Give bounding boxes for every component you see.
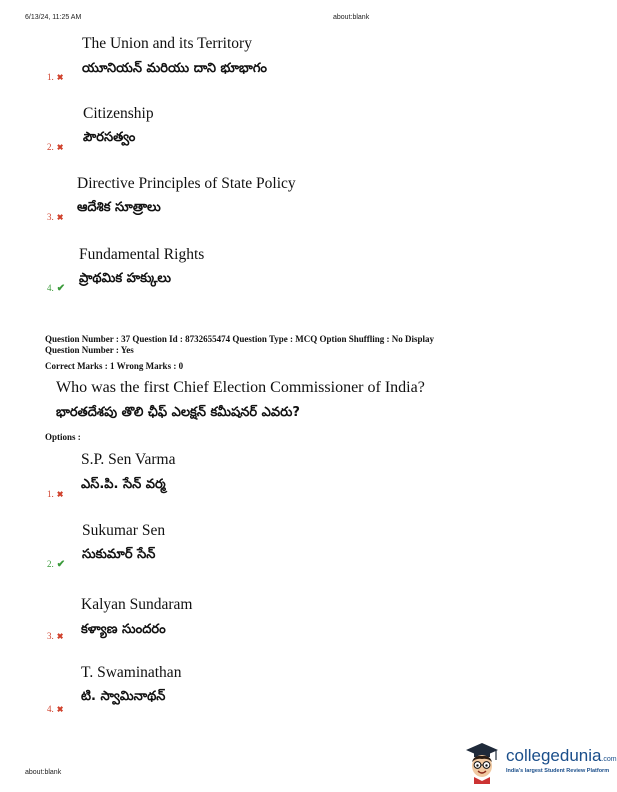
- check-icon: ✔: [56, 283, 66, 294]
- print-url: about:blank: [333, 14, 370, 21]
- brand-suffix: .com: [601, 756, 617, 763]
- option-number-text: 2.: [47, 559, 54, 569]
- footer-url: about:blank: [25, 769, 62, 776]
- cross-icon: ✖: [56, 490, 64, 499]
- option-number: [47, 283, 65, 294]
- option-telugu: ఆదేశిక సూత్రాలు: [77, 200, 161, 215]
- option-english: Fundamental Rights: [79, 246, 205, 263]
- cross-icon: ✖: [56, 143, 64, 152]
- option-number-text: 3.: [47, 212, 54, 222]
- option-english: Directive Principles of State Policy: [77, 175, 296, 192]
- option-number: [47, 489, 63, 499]
- option-number: [47, 631, 63, 641]
- option-telugu: టి. స్వామినాథన్: [81, 689, 166, 704]
- question-meta-line: Question Number : 37 Question Id : 8732655474 Question Type : MCQ Option Shuffling : No Display: [45, 334, 435, 344]
- option-english: The Union and its Territory: [82, 35, 252, 52]
- cross-icon: ✖: [56, 213, 64, 222]
- option-telugu: సుకుమార్ సేన్: [82, 547, 156, 562]
- question-text-english: Who was the first Chief Election Commissioner of India?: [56, 379, 425, 396]
- option-english: Sukumar Sen: [82, 522, 166, 539]
- option-number-text: 2.: [47, 142, 54, 152]
- question-marks: Correct Marks : 1 Wrong Marks : 0: [45, 361, 184, 371]
- option-telugu: కళ్యాణ సుందరం: [81, 622, 166, 637]
- collegedunia-logo: [462, 740, 617, 784]
- option-telugu: యూనియన్ మరియు దాని భూభాగం: [82, 61, 268, 76]
- brand-name-text: collegedunia: [506, 746, 602, 765]
- option-number-text: 4.: [47, 704, 54, 714]
- question-text-telugu: భారతదేశపు తొలి ఛీఫ్ ఎలక్షన్ కమీషనర్ ఎవరు?: [56, 405, 300, 420]
- option-english: Citizenship: [83, 105, 154, 122]
- option-number: [47, 142, 63, 152]
- option-number-text: 3.: [47, 631, 54, 641]
- option-english: T. Swaminathan: [81, 664, 182, 681]
- option-number-text: 1.: [47, 489, 54, 499]
- option-number: [47, 559, 65, 570]
- brand-name: [506, 746, 617, 766]
- option-number-text: 1.: [47, 72, 54, 82]
- option-number: [47, 212, 63, 222]
- option-number-text: 4.: [47, 283, 54, 293]
- option-number: [47, 72, 63, 82]
- option-number: [47, 704, 63, 714]
- cross-icon: ✖: [56, 632, 64, 641]
- check-icon: ✔: [56, 559, 66, 570]
- option-english: Kalyan Sundaram: [81, 596, 193, 613]
- cross-icon: ✖: [56, 705, 64, 714]
- brand-tagline: India's largest Student Review Platform: [506, 768, 610, 774]
- question-meta-line: Question Number : Yes: [45, 345, 134, 355]
- print-datetime: 6/13/24, 11:25 AM: [25, 14, 82, 21]
- cross-icon: ✖: [56, 73, 64, 82]
- student-mascot-icon: [462, 740, 502, 784]
- options-label: Options :: [45, 432, 81, 442]
- option-telugu: ప్రాథమిక హక్కులు: [79, 271, 172, 286]
- option-telugu: పౌరసత్వం: [83, 130, 136, 145]
- option-telugu: ఎస్.పి. సేన్ వర్మ: [81, 477, 166, 492]
- option-english: S.P. Sen Varma: [81, 451, 176, 468]
